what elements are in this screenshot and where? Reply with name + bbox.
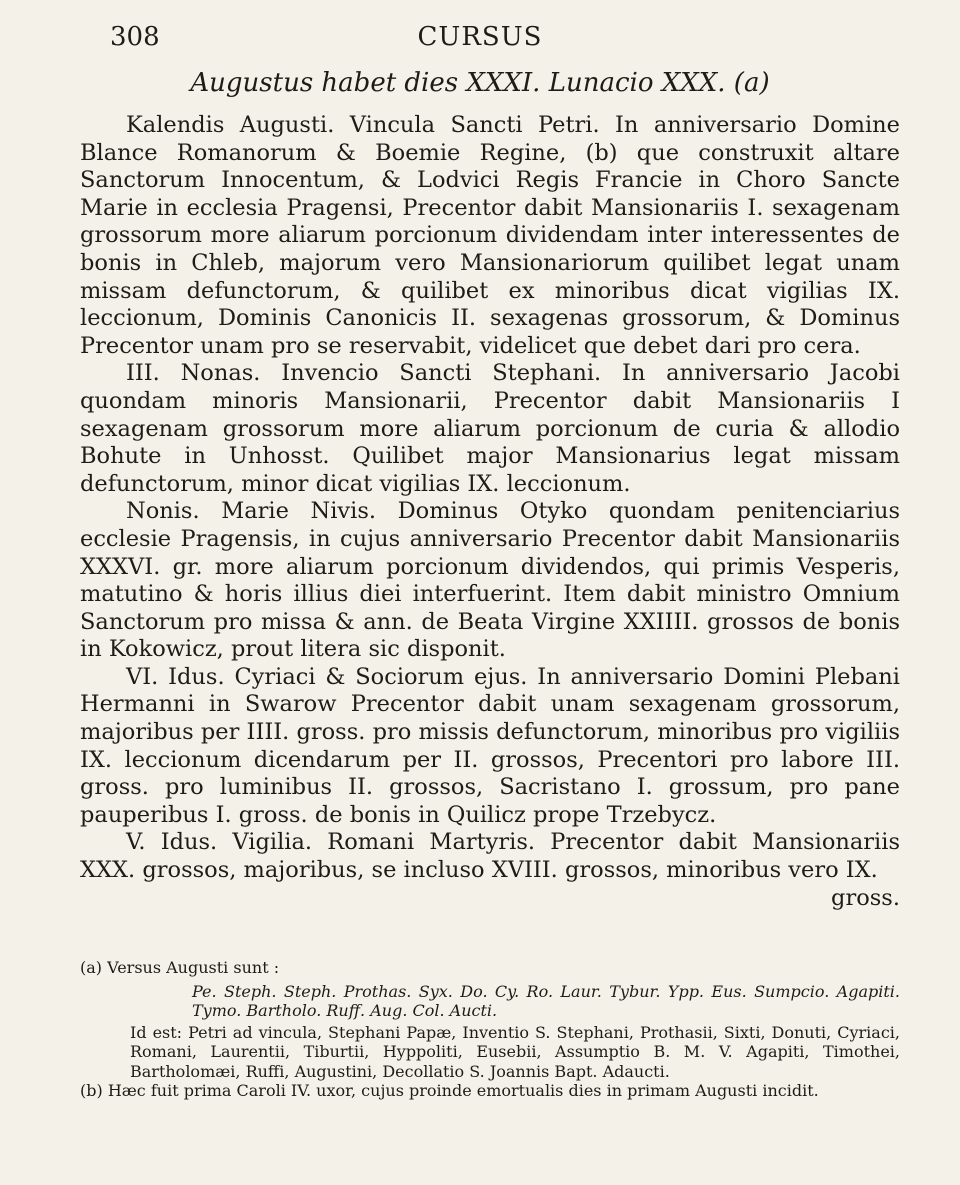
footnote-a-intro: (a) Versus Augusti sunt : [80,958,280,977]
entry-v-idus-end: gross. [831,884,900,911]
entry-vi-idus: VI. Idus. Cyriaci & Sociorum ejus. In anniversario Domini Plebani Hermanni in Swarow Precentor dabit unam sexagenam grossorum, majoribus per IIII. gross. pro missis defunctorum, minoribus pro vigiliis IX. leccionum dicendarum per II. grossos, Precentori pro labore III. gross. pro luminibus II. grossos, Sacristano I. grossum, pro pane pauperibus I. gross. de bonis in Quilicz prope Trzebycz. [80,663,900,828]
entry-kalendis: Kalendis Augusti. Vincula Sancti Petri. In anniversario Domine Blance Romanorum & Boemie Regine, (b) que construxit altare Sanctorum Innocentum, & Lodvici Regis Francie in Choro Sancte Marie in ecclesia Pragensi, Precentor dabit Mansionariis I. sexagenam grossorum more aliarum porcionum dividendam inter interessentes de bonis in Chleb, majorum vero Mansionariorum quilibet legat unam missam defunctorum, & quilibet ex minoribus dicat vigilias IX. leccionum, Dominis Canonicis II. sexagenas grossorum, & Dominus Precentor unam pro se reservabit, videlicet que debet dari pro cera. [80,112,900,359]
running-head: CURSUS [417,22,543,52]
entry-iii-nonas: III. Nonas. Invencio Sancti Stephani. In anniversario Jacobi quondam minoris Mansionarii, Precentor dabit Mansionariis I sexagenam grossorum more aliarum porcionum de curia & allodio Bohute in Unhosst. Quilibet major Mansionarius legat missam defunctorum, minor dicat vigilias IX. leccionum. [80,360,900,497]
entry-v-idus: V. Idus. Vigilia. Romani Martyris. Precentor dabit Mansionariis XXX. grossos, majoribus, se incluso XVIII. grossos, minoribus vero IX. [80,829,900,884]
footnote-a-verses: Pe. Steph. Steph. Prothas. Syx. Do. Cy. Ro. Laur. Tybur. Ypp. Eus. Sumpcio. Agapiti. Tymo. Bartholo. Ruff. Aug. Col. Aucti. [192,981,900,1020]
entry-nonis: Nonis. Marie Nivis. Dominus Otyko quondam penitenciarius ecclesie Pragensis, in cujus anniversario Precentor dabit Mansionariis XXXVI. gr. more aliarum porcionum dividendos, qui primis Vesperis, matutino & horis illius diei interfuerint. Item dabit ministro Omnium Sanctorum pro missa & ann. de Beata Virgine XXIIII. grossos de bonis in Kokowicz, prout litera sic disponit. [80,498,900,663]
page-number: 308 [110,22,160,52]
page-header [110,22,850,56]
footnote-a-explanation: Id est: Petri ad vincula, Stephani Papæ, Inventio S. Stephani, Prothasii, Sixti, Donuti, Cyriaci, Romani, Laurentii, Tiburtii, Hyppoliti, Eusebii, Assumptio B. M. V. Agapiti, Timothei, Bartholomæi, Ruffi, Augustini, Decollatio S. Joannis Bapt. Adaucti. [130,1022,900,1081]
footnote-b: (b) Hæc fuit prima Caroli IV. uxor, cujus proinde emortualis dies in primam Augusti incidit. [80,1081,819,1100]
footnotes [80,958,900,1101]
month-title: Augustus habet dies XXXI. Lunacio XXX. (a) [190,68,770,98]
calendar-entries [80,112,900,912]
